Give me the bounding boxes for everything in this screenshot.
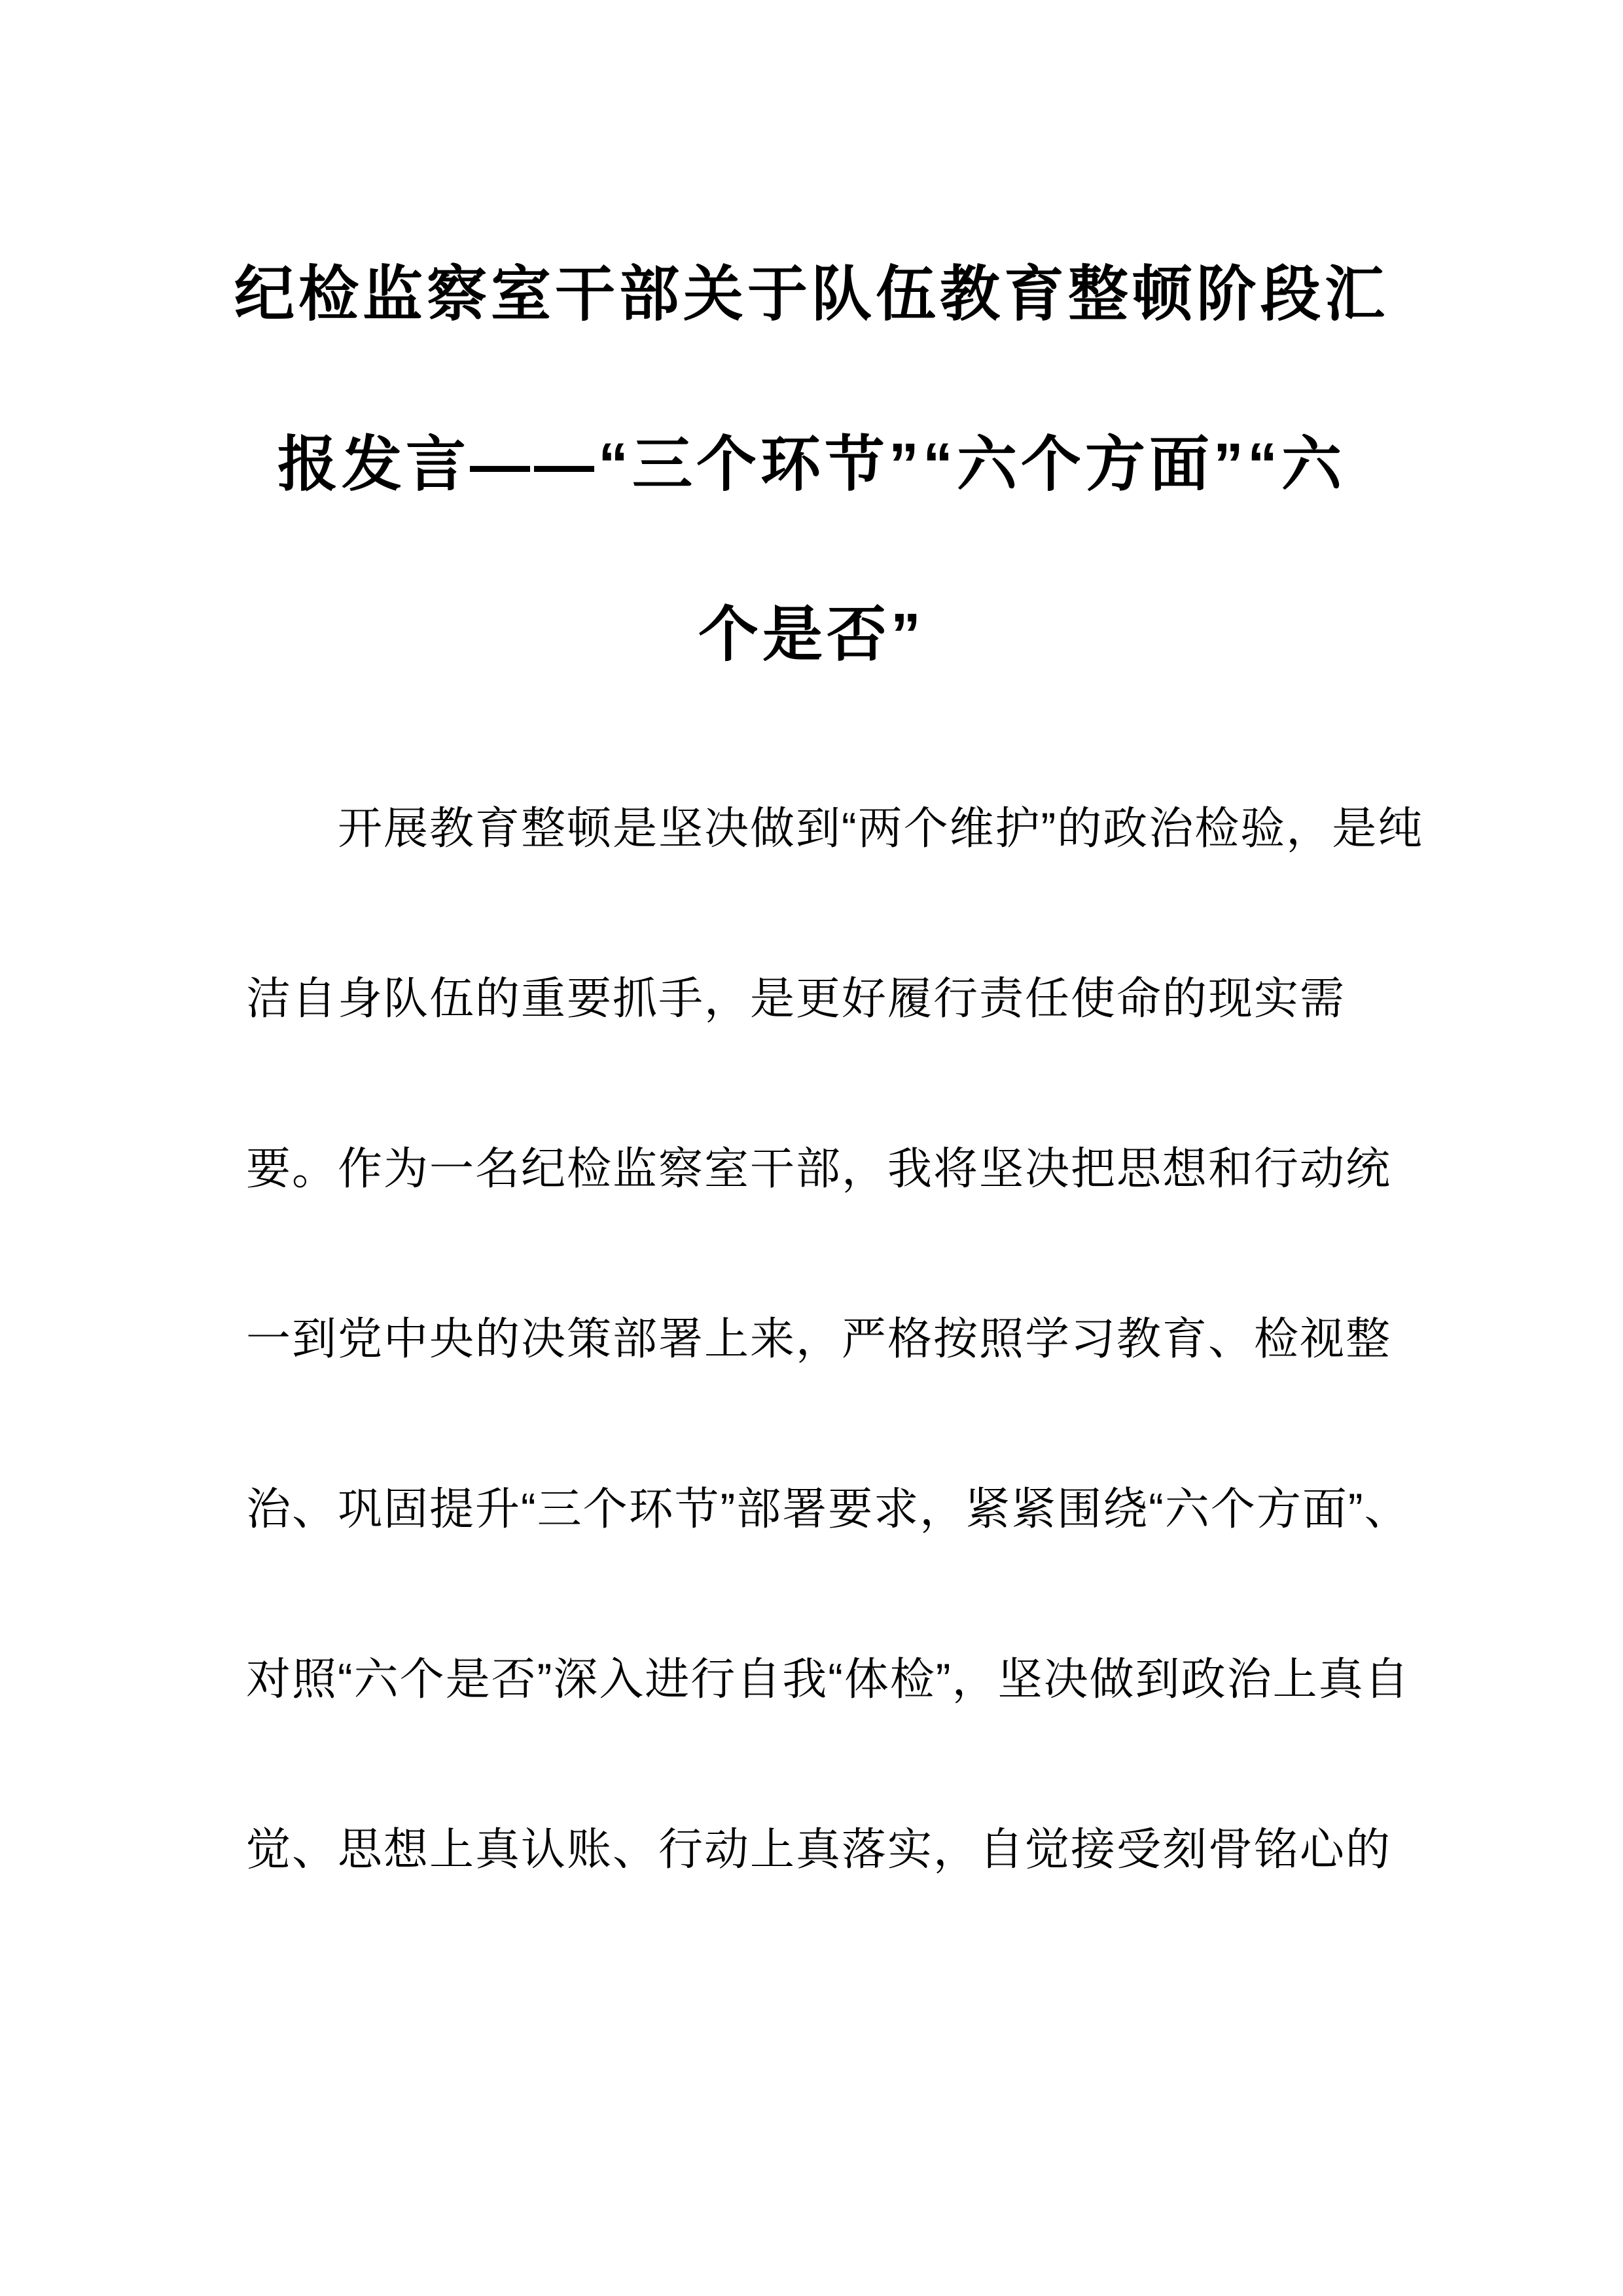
title-line-3: 个是否” — [698, 601, 925, 668]
body-line-5: 治、巩固提升“三个环节”部署要求，紧紧围绕“六个方面”、 — [246, 1484, 1410, 1534]
body-line-4: 一到党中央的决策部署上来，严格按照学习教育、检视整 — [246, 1314, 1392, 1364]
body-line-1: 开展教育整顿是坚决做到“两个维护”的政治检验，是纯 — [338, 804, 1424, 853]
body-paragraph — [246, 744, 1424, 1935]
body-line-2: 洁自身队伍的重要抓手，是更好履行责任使命的现实需 — [246, 974, 1346, 1024]
title-line-2: 报发言——“三个环节”“六个方面”“六 — [277, 431, 1346, 498]
body-line-6: 对照“六个是否”深入进行自我“体检”，坚决做到政治上真自 — [246, 1655, 1410, 1704]
title-line-1: 纪检监察室干部关于队伍教育整顿阶段汇 — [234, 261, 1389, 328]
body-line-3: 要。作为一名纪检监察室干部，我将坚决把思想和行动统 — [246, 1144, 1392, 1194]
document-title — [98, 209, 1525, 720]
body-line-7: 觉、思想上真认账、行动上真落实，自觉接受刻骨铭心的 — [246, 1825, 1392, 1874]
